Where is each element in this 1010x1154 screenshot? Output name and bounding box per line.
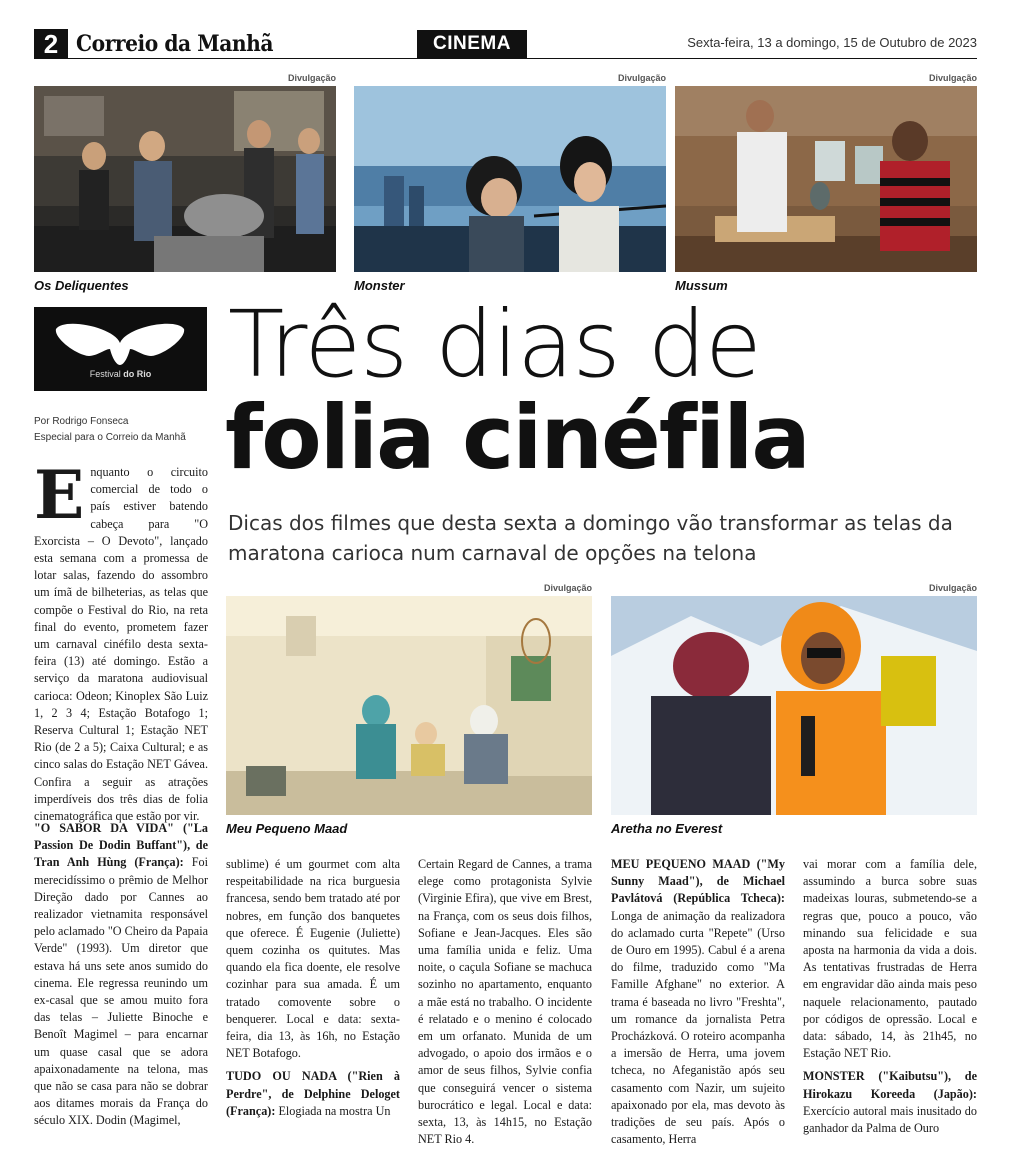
photo-meu-pequeno-maad — [226, 596, 592, 815]
item1-text-a: Foi merecidíssimo o prêmio de Melhor Direção dado por Cannes ao realizador vietnamita responsável pelo aclamado "O Cheiro da Papaia Verde" (1993). Um diretor que estava há uns sete anos sumido do cinema. Ele regressa reunindo um ex-casal que se amou muito fora das telas – Juliette Binoche e Benoît Magimel – para encarnar um quase casal que se adora apaixonadamente na telona, mas que não se casa para não se dobrar aos ditames morais da França do século XIX. Dodin (Magimel, — [34, 855, 208, 1128]
item2-text-b: Certain Regard de Cannes, a trama elege como protagonista Sylvie (Virginie Efira), que vive em Brest, na França, com os seus dois filhos, Sofiane e Jean-Jacques. Eles são uma família unida e feliz. Uma noite, o caçula Sofiane se machuca sozinho no apartamento, enquanto a mãe está no trabalho. O incidente é relatado e o menino é colocado em um orfanato. Munida de um advogado, o apoio dos irmãos e o amor de seus filhos, Sylvie confia que conseguirá vencer o sistema burocrático e legal. Local e data: sexta, 13, às 14h15, no Estação NET Rio 4. — [418, 857, 592, 1147]
drop-cap: E — [34, 456, 85, 534]
caption-monster: Monster — [354, 278, 405, 293]
article-column-1b — [34, 820, 208, 1130]
photo-credit: Divulgação — [287, 73, 336, 83]
item1-text-b: sublime) é um gourmet com alta respeitabilidade na rica burguesia francesa, sendo bem tratado até por nobres, em função dos banquetes que oferece. É Eugenie (Juliette) quem cozinha os quitutes. Mas quando ela fica doente, ele resolve cozinhar para sua amada. É um tratado comovente sobre o benquerer. Local e data: sexta-feira, dia 13, às 16h, no Estação NET Botafogo. — [226, 857, 400, 1061]
photo-aretha-no-everest — [611, 596, 977, 815]
photo-credit: Divulgação — [928, 583, 977, 593]
article-intro: nquanto o circuito comercial de todo o país estiver batendo cabeça para "O Exorcista – O Devoto", lançado esta semana com a promessa de lotar salas, fazendo do assombro um ímã de bilheterias, as telas que compõe o Festival do Rio, na reta final do evento, prometem fazer um carnaval cinéfilo desta sexta-feira (13) até domingo. Estão a serviço da maratona audiovisual carioca: Odeon; Kinoplex São Luiz 1, 2 3 4; Estação Botafogo 1; Reserva Cultural 1; Estação NET Rio (de 2 a 5); Caixa Cultural; e as cinco salas do Estação NET Gávea. Confira a seguir as atrações imperdíveis dos três dias de folia cinematográfica que estão por vir. — [34, 465, 208, 824]
article-column-1 — [34, 456, 208, 825]
caption-os-deliquentes: Os Deliquentes — [34, 278, 129, 293]
photo-credit: Divulgação — [617, 73, 666, 83]
photo-os-deliquentes — [34, 86, 336, 272]
item4-text: Exercício autoral mais inusitado do ganhador da Palma de Ouro — [803, 1103, 977, 1136]
photo-credit: Divulgação — [543, 583, 592, 593]
article-column-5 — [803, 856, 977, 1143]
item3-title: MEU PEQUENO MAAD ("My Sunny Maad"), de Michael Pavlátová (República Tcheca): — [611, 857, 785, 906]
festival-logo-text: Festival do Rio — [89, 369, 152, 379]
caption-aretha-no-everest: Aretha no Everest — [611, 821, 723, 836]
headline-deck: Dicas dos filmes que desta sexta a domingo vão transformar as telas da maratona carioca num carnaval de opções na telona — [228, 511, 953, 565]
caption-mussum: Mussum — [675, 278, 728, 293]
item1-title: "O SABOR DA VIDA" ("La Passion De Dodin Buffant"), de Tran Anh Hùng (França): — [34, 821, 208, 870]
headline-line-2: folia cinéfila — [225, 386, 809, 489]
caption-meu-pequeno-maad: Meu Pequeno Maad — [226, 821, 348, 836]
headline-line-1: Três dias de — [228, 291, 761, 398]
photo-monster — [354, 86, 666, 272]
issue-date: Sexta-feira, 13 a domingo, 15 de Outubro de 2023 — [687, 35, 977, 50]
byline-role: Especial para o Correio da Manhã — [34, 432, 186, 443]
newspaper-name: Correio da Manhã — [76, 31, 274, 57]
article-column-4 — [611, 856, 785, 1154]
item4-title: MONSTER ("Kaibutsu"), de Hirokazu Koreeda (Japão): — [803, 1069, 977, 1101]
festival-logo — [34, 307, 207, 391]
header-rule — [34, 58, 977, 59]
byline-author: Por Rodrigo Fonseca — [34, 416, 129, 427]
item2-title: TUDO OU NADA ("Rien à Perdre", de Delphine Deloget (França): — [226, 1069, 400, 1118]
section-label: CINEMA — [417, 30, 527, 58]
item3-text-a: Longa de animação da realizadora do aclamado curta "Repete" (Urso de Ouro em 1995). Cabul é a arena do filme, traduzido como "Ma Famille Afghane" no exterior. A trama é baseada no livro "Freshta", um romance da jornalista Petra Procházková. O roteiro acompanha a imersão de Herra, uma jovem tcheca, no Afeganistão após seu casamento com Nazir, um sujeito apaixonado por ela, mas devoto às tradições de seu país. Após o casamento, Herra — [611, 908, 785, 1147]
page-number: 2 — [34, 29, 68, 59]
article-column-2 — [226, 856, 400, 1126]
photo-mussum — [675, 86, 977, 272]
photo-credit: Divulgação — [928, 73, 977, 83]
item2-text-a: Elogiada na mostra Un — [278, 1103, 391, 1118]
article-column-3 — [418, 856, 592, 1154]
item3-text-b: vai morar com a família dele, assumindo a burca sobre suas madeixas louras, submetendo-se a regras que, pouco a pouco, vão minando sua felicidade e sua aposta na harmonia da vida a dois. As tentativas frustradas de Herra em engravidar dão ainda mais peso naquele relacionamento, pautado por códigos de opressão. Local e data: sábado, 14, às 21h45, no Estação NET Rio. — [803, 857, 977, 1061]
